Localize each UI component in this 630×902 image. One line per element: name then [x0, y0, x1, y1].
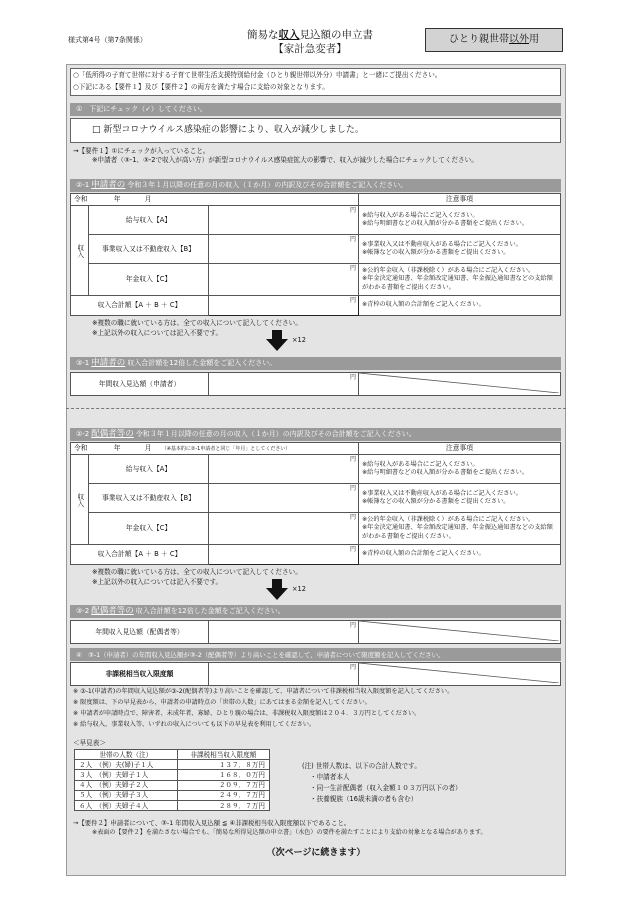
note-line: ※給与明細書などの収入額が分かる書類をご提出ください。	[362, 469, 529, 476]
yen-mark: 円	[349, 546, 356, 553]
household-type-badge	[425, 28, 563, 52]
row-note	[359, 264, 561, 296]
yen-mark: 円	[349, 622, 356, 629]
month-year: 年	[113, 195, 121, 204]
separator	[66, 408, 566, 409]
section-subject: 配偶者等の	[91, 606, 134, 617]
hayami-people: ６人 （例）夫婦子４人	[75, 801, 178, 811]
hayami-limit: １６８．０万円	[177, 770, 269, 780]
note-line: ※事業収入又は不動産収入がある場合にご記入ください。	[362, 489, 522, 497]
badge-part: ひとり親世帯	[449, 33, 509, 45]
note-line: ※公的年金収入（非課税除く）がある場合にご記入ください。	[362, 267, 535, 275]
household-note-item: ・申請者本人	[310, 773, 350, 781]
section-4-header: ④ ③-1（申請者）の年間収入見込額が③-2（配偶者等）より高いことを確認して、申請者について限度額を記入してください。	[70, 648, 561, 661]
note-line: ※年金決定通知書、年金額改定通知書、年金振込通知書などの支給額がわかる書類をご提出ください。	[362, 524, 553, 540]
month-era: 令和	[74, 444, 88, 453]
hayami-people: ２人 （例）夫(婦)子１人	[75, 760, 178, 770]
down-arrow-icon	[272, 579, 282, 588]
month-note: （※基本的に②-1申請者と同じ「年月」としてください）	[161, 446, 291, 453]
total-note: ※青枠の収入額の合計額をご記入ください。	[359, 545, 561, 565]
annual-table-applicant	[70, 372, 561, 396]
note-line: ※事業収入又は不動産収入がある場合にご記入ください。	[362, 240, 522, 248]
times-12: ×12	[292, 585, 306, 593]
sec4-note: ※ 限度額は、下の早見表から、申請者の申請時点の「世帯の人数」にあてはまる金額を記入してください。	[73, 699, 371, 706]
month-month: 月	[144, 444, 152, 453]
section-text: 収入合計額を12倍した金額をご記入ください。	[127, 359, 277, 368]
blank-cell	[359, 373, 561, 396]
section-subject: 申請者の	[91, 180, 126, 191]
intro-line: ○下記にある【要件１】及び【要件２】の両方を満たす場合に支給の対象となります。	[73, 83, 329, 91]
title-subtitle: 【家計急変者】	[273, 43, 347, 56]
row-note	[359, 235, 561, 264]
annual-table-spouse	[70, 620, 561, 644]
yen-mark: 円	[349, 514, 356, 521]
household-note-item: ・扶養親族（16歳未満の者も含む）	[310, 795, 418, 803]
row-label: 給与収入【A】	[89, 206, 209, 235]
requirement-2: →【要件２】申請者について、③-1 年間収入見込額 ≦ ④非課税相当収入限度額以下であること。	[73, 819, 351, 827]
sec4-note: ※ 給与収入、事業収入等、いずれの収入についても以下の早見表を利用してください。	[73, 721, 316, 728]
yen-mark: 円	[349, 485, 356, 492]
section-2-2-header	[70, 428, 561, 441]
month-month: 月	[144, 195, 152, 204]
row-note	[359, 206, 561, 235]
month-era: 令和	[74, 195, 88, 204]
diagonal-line	[359, 621, 559, 641]
hayami-col-header: 非課税相当収入限度額	[177, 750, 269, 760]
section-number: ②-2	[76, 430, 90, 439]
yen-mark: 円	[349, 374, 356, 381]
row-note	[359, 484, 561, 513]
annual-input[interactable]	[209, 373, 359, 396]
notes-header: 注意事項	[359, 443, 561, 455]
yen-mark: 円	[349, 207, 356, 214]
income-label: 収入	[71, 455, 89, 545]
total-label: 収入合計額【A ＋ B ＋ C】	[71, 296, 209, 316]
section-2-1-header	[70, 179, 561, 192]
down-arrow-icon	[266, 339, 288, 351]
yen-mark: 円	[349, 265, 356, 272]
down-arrow-icon	[272, 330, 282, 339]
household-note-head: (注) 世帯人数は、以下の合計人数です。	[302, 762, 421, 770]
limit-table	[70, 662, 561, 686]
form-code: 様式第4号（第7条関係）	[68, 36, 147, 44]
section-3-1-header	[70, 357, 561, 370]
notes-header: 注意事項	[359, 194, 561, 206]
hayami-caption: ＜早見表＞	[73, 739, 106, 747]
note-line: ※給与収入がある場合にご記入ください。	[362, 460, 479, 468]
note-line: ※帳簿などの収入額が分かる書類をご提出ください。	[362, 249, 510, 256]
after-note: ※複数の職に就いている方は、全ての収入について記入してください。	[92, 319, 302, 327]
annual-input[interactable]	[209, 621, 359, 644]
sec4-note: ※ ③-1(申請者)の年間収入見込額が③-2(配偶者等)より高いことを確認して、申請者について非課税相当収入限度額を記入してください。	[73, 688, 454, 695]
income-table-spouse	[70, 442, 561, 565]
total-input[interactable]	[209, 545, 359, 565]
covid-checkbox[interactable]: □ 新型コロナウイルス感染症の影響により、収入が減少しました。	[92, 125, 364, 135]
month-cell[interactable]	[71, 194, 359, 206]
blank-cell	[359, 663, 561, 686]
yen-mark: 円	[349, 456, 356, 463]
row-label: 年金収入【C】	[89, 264, 209, 296]
diagonal-line	[359, 373, 559, 393]
section-3-2-header	[70, 605, 561, 618]
section-text: 令和３年１月以降の任意の月の収入（１か月）の内訳及びその合計額をご記入ください。	[135, 430, 416, 439]
amount-input[interactable]	[209, 264, 359, 296]
hayami-people: ４人 （例）夫婦子２人	[75, 780, 178, 790]
blank-cell	[359, 621, 561, 644]
continued-label: （次ページに続きます）	[266, 848, 366, 858]
section-text: 令和３年１月以降の任意の月の収入（１か月）の内訳及びその合計額をご記入ください。	[127, 181, 408, 190]
amount-input[interactable]	[209, 455, 359, 484]
diagonal-line	[359, 663, 559, 683]
row-note	[359, 455, 561, 484]
hayami-people: ３人 （例）夫婦子１人	[75, 770, 178, 780]
times-12: ×12	[292, 336, 306, 344]
hayami-people: ５人 （例）夫婦子３人	[75, 790, 178, 800]
down-arrow-icon	[266, 588, 288, 600]
note-line: ※年金決定通知書、年金額改定通知書、年金振込通知書などの支給額がわかる書類をご提出ください。	[362, 275, 553, 291]
title-part: 簡易な	[247, 29, 279, 41]
month-year: 年	[113, 444, 121, 453]
row-label: 年金収入【C】	[89, 513, 209, 545]
row-label: 事業収入又は不動産収入【B】	[89, 235, 209, 264]
section-number: ②-1	[76, 181, 90, 190]
income-label: 収入	[71, 206, 89, 296]
title-part: 見込額の申立書	[299, 29, 373, 41]
total-input[interactable]	[209, 296, 359, 316]
row-note	[359, 513, 561, 545]
amount-input[interactable]	[209, 513, 359, 545]
badge-part: 用	[529, 33, 539, 45]
after-note: ※複数の職に就いている方は、全ての収入について記入してください。	[92, 568, 302, 576]
badge-emphasis: 以外	[509, 33, 529, 45]
section-subject: 配偶者等の	[91, 429, 134, 440]
page-title	[230, 28, 390, 56]
row-label: 給与収入【A】	[89, 455, 209, 484]
yen-mark: 円	[349, 236, 356, 243]
hayami-limit: ２４９．７万円	[177, 790, 269, 800]
row-label: 事業収入又は不動産収入【B】	[89, 484, 209, 513]
hayami-col-header: 世帯の人数（注）	[75, 750, 178, 760]
amount-input[interactable]	[209, 484, 359, 513]
month-cell[interactable]	[71, 443, 359, 455]
limit-input[interactable]	[209, 663, 359, 686]
section-number: ③-1	[76, 359, 90, 368]
intro-line: ○「低所得の子育て世帯に対する子育て世帯生活支援特別給付金（ひとり親世帯以外分）申請書」と一緒にご提出ください。	[73, 71, 442, 79]
note-line: ※給与明細書などの収入額が分かる書類をご提出ください。	[362, 220, 529, 227]
yen-mark: 円	[349, 297, 356, 304]
hayami-limit: ２０９．７万円	[177, 780, 269, 790]
requirement-2-note: ※表面の【要件２】を満たさない場合でも、「簡易な所得見込額の申立書」（水色）の要件を満たすことにより支給の対象となる場合があります。	[92, 829, 487, 836]
requirement-1-note: ※申請者（③-1、③-2で収入が高い方）が新型コロナウイルス感染症拡大の影響で、収入が減少した場合にチェックしてください。	[92, 156, 478, 164]
total-note: ※青枠の収入額の合計額をご記入ください。	[359, 296, 561, 316]
amount-input[interactable]	[209, 235, 359, 264]
title-emphasis: 収入	[278, 29, 300, 41]
annual-label: 年間収入見込額（配偶者等）	[71, 621, 209, 644]
sec4-note: ※ 申請者が申請時点で、障害者、未成年者、寡婦、ひとり親の場合は、非課税収入限度額は２０４．３万円としてください。	[73, 710, 421, 717]
quick-reference-table	[74, 749, 270, 811]
yen-mark: 円	[349, 664, 356, 671]
total-label: 収入合計額【A ＋ B ＋ C】	[71, 545, 209, 565]
annual-label: 年間収入見込額（申請者）	[71, 373, 209, 396]
note-line: ※給与収入がある場合にご記入ください。	[362, 211, 479, 219]
note-line: ※公的年金収入（非課税除く）がある場合にご記入ください。	[362, 516, 535, 524]
hayami-limit: ２８９．７万円	[177, 801, 269, 811]
after-note: ※上記以外の収入については記入不要です。	[92, 578, 223, 586]
section-text: 収入合計額を12倍した金額をご記入ください。	[135, 607, 285, 616]
amount-input[interactable]	[209, 206, 359, 235]
requirement-1: →【要件１】①にチェックが入っていること。	[73, 147, 210, 155]
after-note: ※上記以外の収入については記入不要です。	[92, 329, 223, 337]
section-number: ③-2	[76, 607, 90, 616]
section-1-header: ① 下記にチェック（✓）してください。	[70, 103, 561, 116]
limit-label: 非課税相当収入限度額	[71, 663, 209, 686]
household-note-item: ・同一生計配偶者（収入金額１０３万円以下の者）	[310, 784, 462, 792]
section-subject: 申請者の	[91, 358, 126, 369]
hayami-limit: １３７．８万円	[177, 760, 269, 770]
note-line: ※帳簿などの収入額が分かる書類をご提出ください。	[362, 498, 510, 505]
income-table-applicant	[70, 193, 561, 316]
